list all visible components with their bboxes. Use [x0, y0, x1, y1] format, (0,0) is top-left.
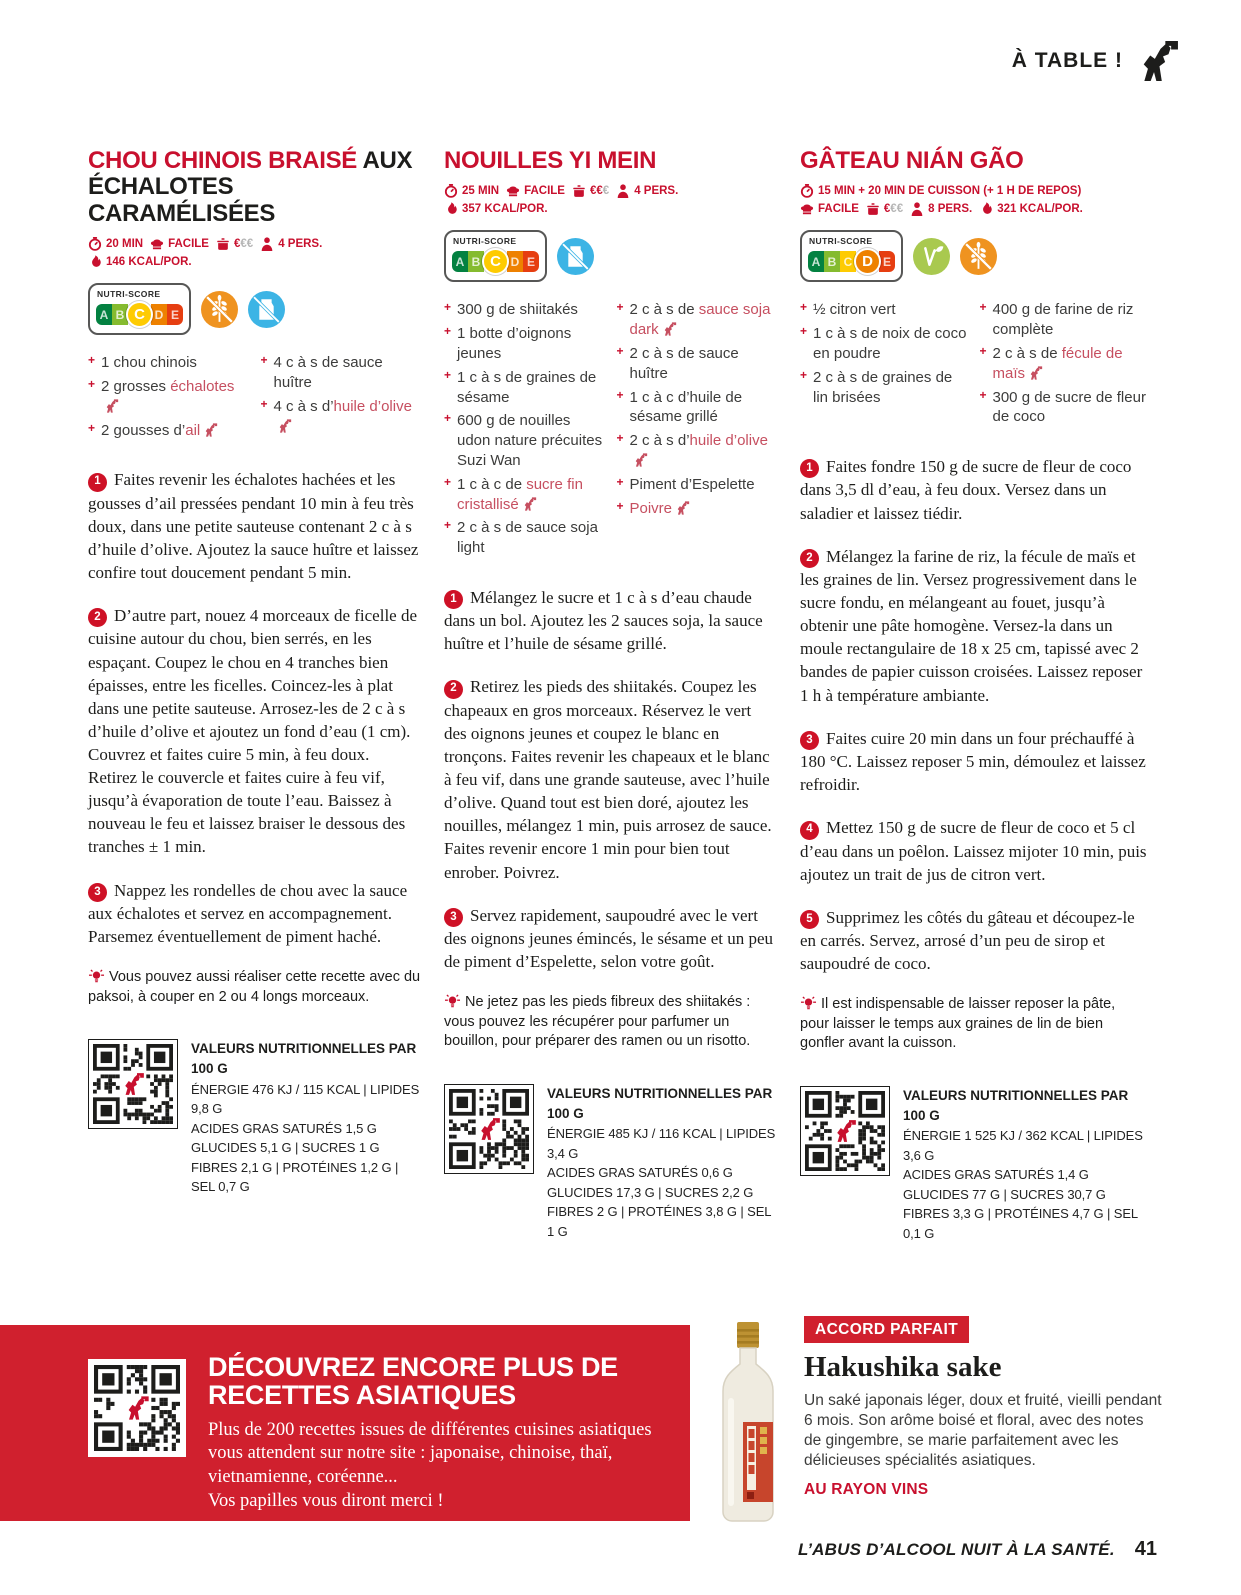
ingredients-list — [800, 300, 1147, 431]
nutriscore-badge — [88, 283, 191, 335]
highlighted-ingredient: Poivre — [629, 499, 673, 517]
vegetarian-icon — [913, 238, 950, 275]
meta-text: FACILE — [524, 185, 565, 198]
ingredient-item — [261, 397, 422, 437]
recipe-title: CHOU CHINOIS BRAISÉ AUX ÉCHALOTES CARAMÉLISÉES — [88, 147, 413, 227]
alcohol-notice: L’ABUS D’ALCOOL NUIT À LA SANTÉ. — [797, 1540, 1115, 1559]
product-description: Un saké japonais léger, doux et fruité, vieilli pendant 6 mois. Son arôme boisé et floral, avec des notes de gingembre, se marie parfaitement avec les délicieuses spécialités asiatiques. — [804, 1392, 1162, 1470]
ingredient-text: 2 c à s de — [992, 344, 1062, 362]
ingredient-text: 2 grosses — [101, 377, 171, 395]
meta-item — [979, 202, 1083, 216]
meta-item — [616, 184, 678, 198]
ingredient-text: 2 c à s de sauce huître — [629, 344, 739, 382]
nutriscore-letter-C: C — [126, 301, 153, 328]
step-number: 1 — [88, 473, 107, 492]
ingredient-item — [88, 353, 249, 373]
qr-code — [800, 1086, 890, 1176]
meta-item — [88, 237, 143, 251]
highlighted-ingredient: échalotes — [170, 377, 235, 395]
step-number: 1 — [800, 459, 819, 478]
lion-icon — [672, 500, 690, 517]
price-rating: €€€ — [233, 238, 254, 251]
nutriscore-badge — [444, 230, 547, 282]
step-item: 2 Mélangez la farine de riz, la fécule de maïs et les graines de lin. Versez progressivement dans le sucre fondu, en mélangeant au fouet, jusqu’à obtenir une pâte homogène. Versez-la dans un moule rectangulaire de 18 x 25 cm, tapissé avec 2 bandes de papier cuisson croisées. Laissez reposer 1 h à température ambiante. — [800, 546, 1143, 705]
qr-code — [444, 1084, 534, 1174]
qr-code — [88, 1359, 186, 1457]
chef-hat-icon — [506, 184, 520, 198]
flame-icon — [88, 255, 102, 269]
ingredient-item — [444, 475, 605, 515]
meta-item — [216, 237, 253, 251]
step-item: 1 Faites revenir les échalotes hachées et les gousses d’ail pressées pendant 10 min à feu très doux, dans une petite sauteuse contenant 2 c à s d’huile d’olive. Ajoutez la sauce huître et laissez confire tout doucement pendant 5 min. — [88, 470, 419, 582]
nutriscore-letter-B: B — [112, 304, 128, 325]
nutriscore-letter-C: C — [482, 248, 509, 275]
ingredients-list — [88, 353, 421, 444]
ingredient-item — [444, 324, 605, 364]
gluten-free-icon — [201, 291, 238, 328]
nutrition-line: GLUCIDES 77 G | SUCRES 30,7 G — [903, 1186, 1106, 1202]
ingredient-item — [88, 377, 249, 417]
recipe-card-gateau-nian-gao — [800, 148, 1147, 1243]
lion-icon — [659, 321, 677, 338]
banner-body-line2: Vos papilles vous diront merci ! — [208, 1490, 444, 1511]
delhaize-lion-icon — [1135, 40, 1181, 82]
ingredient-item — [980, 388, 1148, 428]
nutrition-line: GLUCIDES 5,1 G | SUCRES 1 G — [191, 1140, 380, 1156]
ingredient-item — [617, 388, 778, 428]
meta-text: 8 PERS. — [928, 203, 973, 216]
ingredient-item — [444, 518, 605, 558]
clock-icon — [88, 237, 102, 251]
recipe-badges — [88, 283, 421, 335]
ingredient-text: 1 chou chinois — [101, 354, 197, 372]
lion-icon — [519, 496, 537, 513]
qr-code — [88, 1039, 178, 1129]
meta-item — [800, 184, 1081, 198]
lactose-free-icon — [557, 238, 594, 275]
ingredient-item — [800, 324, 968, 364]
lightbulb-icon — [800, 996, 821, 1012]
step-number: 5 — [800, 910, 819, 929]
step-number: 2 — [444, 680, 463, 699]
ingredient-text: 2 gousses d’ — [101, 421, 186, 439]
meta-item — [444, 184, 499, 198]
step-number: 1 — [444, 590, 463, 609]
recipe-title: NOUILLES YI MEIN — [444, 147, 657, 174]
nutriscore-letter-E: E — [523, 251, 539, 272]
ingredient-item — [444, 411, 605, 470]
recipe-meta — [444, 184, 777, 216]
nutriscore-letter-D: D — [854, 248, 881, 275]
nutrition-line: ACIDES GRAS SATURÉS 1,4 G — [903, 1167, 1089, 1183]
clock-icon — [444, 184, 458, 198]
step-number: 3 — [800, 731, 819, 750]
ingredient-text: 2 c à s de graines de lin brisées — [813, 368, 953, 406]
banner-body — [208, 1419, 664, 1514]
ingredient-text: 400 g de farine de riz complète — [992, 301, 1134, 339]
ingredient-item — [617, 475, 778, 495]
nutriscore-letter-E: E — [879, 251, 895, 272]
ingredient-text: ½ citron vert — [813, 301, 896, 319]
highlighted-ingredient: huile d’olive — [333, 397, 412, 415]
person-icon — [910, 202, 924, 216]
nutriscore-label: NUTRI-SCORE — [453, 236, 517, 247]
lightbulb-icon — [444, 994, 465, 1010]
meta-item — [150, 237, 209, 251]
ingredient-item — [444, 368, 605, 408]
recipe-card-nouilles-yi-mein — [444, 148, 777, 1243]
ingredient-text: 2 c à s de — [629, 301, 699, 319]
nutrition-title: VALEURS NUTRITIONNELLES PAR 100 G — [903, 1087, 1129, 1124]
page-number: 41 — [1134, 1538, 1157, 1560]
chef-hat-icon — [800, 202, 814, 216]
rayon-label: AU RAYON VINS — [804, 1480, 929, 1498]
ingredient-item — [617, 499, 778, 519]
banner-title-line1: DÉCOUVREZ ENCORE PLUS DE — [208, 1352, 618, 1382]
lion-icon — [274, 418, 292, 435]
meta-item — [910, 202, 972, 216]
meta-text: 321 KCAL/POR. — [997, 203, 1083, 216]
recipe-tip: Il est indispensable de laisser reposer la pâte, pour laisser le temps aux graines de lin de bien gonfler avant la cuisson. — [800, 996, 1116, 1052]
nutriscore-letter-A: A — [808, 251, 824, 272]
meta-text: 4 PERS. — [634, 185, 679, 198]
meta-text: 357 KCAL/POR. — [462, 203, 548, 216]
ingredient-text: 2 c à s de sauce soja light — [457, 519, 598, 557]
page-section-title: À TABLE ! — [1011, 49, 1123, 72]
banner-title — [208, 1353, 664, 1410]
ingredient-text: 300 g de shiitakés — [457, 301, 578, 319]
ingredient-item — [617, 300, 778, 340]
nutrition-line: FIBRES 3,3 G | PROTÉINES 4,7 G | SEL 0,1 G — [903, 1206, 1138, 1241]
chef-hat-icon — [150, 237, 164, 251]
highlighted-ingredient: ail — [185, 421, 201, 439]
nutrition-line: ÉNERGIE 485 KJ / 116 KCAL | LIPIDES 3,4 G — [547, 1126, 776, 1161]
meta-item — [88, 255, 192, 269]
ingredients-list — [444, 300, 777, 562]
step-item: 5 Supprimez les côtés du gâteau et découpez-le en carrés. Servez, arrosé d’un peu de sirop et saupoudré de coco. — [800, 907, 1135, 974]
nutrition-line: GLUCIDES 17,3 G | SUCRES 2,2 G — [547, 1184, 754, 1200]
ingredient-text: 4 c à s d’ — [273, 397, 334, 415]
nutrition-block — [800, 1086, 1147, 1244]
recipe-meta — [88, 237, 421, 269]
meta-text: 4 PERS. — [278, 238, 323, 251]
nutrition-block — [88, 1039, 421, 1197]
ingredient-item — [800, 368, 968, 408]
ingredient-item — [261, 353, 422, 393]
recipe-steps — [88, 468, 421, 948]
recipe-tip: Vous pouvez aussi réaliser cette recette avec du paksoi, à couper en 2 ou 4 longs morceaux. — [88, 969, 421, 1005]
nutrition-line: ÉNERGIE 1 525 KJ / 362 KCAL | LIPIDES 3,6 G — [903, 1128, 1143, 1163]
nutrition-line: ACIDES GRAS SATURÉS 1,5 G — [191, 1120, 377, 1136]
nutrition-title: VALEURS NUTRITIONNELLES PAR 100 G — [547, 1085, 773, 1122]
accord-parfait-badge: ACCORD PARFAIT — [804, 1316, 969, 1343]
step-item: 2 D’autre part, nouez 4 morceaux de ficelle de cuisine autour du chou, bien serrés, en les espaçant. Coupez le chou en 4 tranches bien épaisses, entre les ficelles. Coincez-les à plat dans une petite sauteuse. Arrosez-les de 2 c à s d’huile d’olive et ajoutez un fond d’eau (1 cm). Couvrez et faites cuire 5 min, à feu doux. Retirez le couvercle et faites cuire à feu vif, jusqu’à évaporation de toute l’eau. Baissez à nouveau le feu et laissez braiser le dessous des tranches ± 1 min. — [88, 606, 418, 857]
price-rating: €€€ — [883, 203, 904, 216]
lion-icon — [101, 398, 119, 415]
ingredient-item — [444, 300, 605, 320]
recipe-card-chou-chinois — [88, 148, 421, 1243]
page-footer — [798, 1538, 1157, 1561]
nutriscore-label: NUTRI-SCORE — [97, 289, 161, 300]
recipe-title: GÂTEAU NIÁN GÃO — [800, 147, 1024, 174]
nutrition-block — [444, 1084, 777, 1242]
ingredient-text: 4 c à s de sauce huître — [273, 354, 383, 391]
step-item: 1 Faites fondre 150 g de sucre de fleur de coco dans 3,5 dl d’eau, à feu doux. Versez dans un saladier et laissez tiédir. — [800, 457, 1132, 523]
step-number: 2 — [800, 549, 819, 568]
ingredient-text: 1 c à c d’huile de sésame grillé — [629, 388, 743, 426]
nutrition-line: ÉNERGIE 476 KJ / 115 KCAL | LIPIDES 9,8 G — [191, 1081, 420, 1117]
flame-icon — [444, 202, 458, 216]
nutriscore-badge — [800, 230, 903, 282]
flame-icon — [979, 202, 993, 216]
nutrition-line: FIBRES 2,1 G | PROTÉINES 1,2 G | SEL 0,7 G — [191, 1159, 399, 1195]
step-item: 2 Retirez les pieds des shiitakés. Coupez les chapeaux en gros morceaux. Réservez le vert des oignons jeunes et coupez le blanc en tronçons. Faites revenir les chapeaux et le blanc à feu vif, dans une grande sauteuse, avec l’huile d’olive. Quand tout est bien doré, ajoutez les nouilles, mélangez 1 min, puis arrosez de sauce. Faites revenir encore 1 min pour bien tout enrober. Poivrez. — [444, 677, 772, 882]
banner-text — [208, 1353, 664, 1513]
meta-text: 146 KCAL/POR. — [106, 256, 192, 269]
clock-icon — [800, 184, 814, 198]
step-item: 3 Faites cuire 20 min dans un four préchauffé à 180 °C. Laissez reposer 5 min, démoulez et laissez refroidir. — [800, 728, 1146, 795]
promo-banner — [0, 1325, 690, 1521]
ingredient-item — [980, 300, 1148, 340]
ingredient-item — [88, 421, 249, 441]
step-item: 4 Mettez 150 g de sucre de fleur de coco et 5 cl d’eau dans un poêlon. Laissez mijoter 10 min, puis ajoutez un trait de jus de citron vert. — [800, 818, 1147, 884]
meta-text: 15 MIN + 20 MIN DE CUISSON (+ 1 H DE REPOS) — [818, 185, 1082, 198]
nutriscore-letter-D: D — [151, 304, 167, 325]
nutriscore-letter-D: D — [507, 251, 523, 272]
nutriscore-label: NUTRI-SCORE — [809, 236, 873, 247]
meta-text: FACILE — [168, 238, 209, 251]
pot-icon — [216, 237, 230, 251]
highlighted-ingredient: sucre fin cristallisé — [457, 475, 583, 513]
lion-icon — [630, 452, 648, 469]
step-item: 1 Mélangez le sucre et 1 c à s d’eau chaude dans un bol. Ajoutez les 2 sauces soja, la sauce huître et l’huile de sésame grillé. — [444, 587, 763, 654]
wine-pairing-section — [712, 1316, 1162, 1499]
meta-item — [506, 184, 565, 198]
meta-text: FACILE — [818, 203, 859, 216]
recipe-meta — [800, 184, 1147, 216]
ingredient-text: Piment d’Espelette — [629, 475, 755, 493]
meta-item — [800, 202, 859, 216]
sake-bottle-photo — [712, 1320, 784, 1525]
nutriscore-letter-A: A — [452, 251, 468, 272]
lion-icon — [1025, 365, 1043, 382]
step-number: 3 — [444, 908, 463, 927]
lion-icon — [200, 422, 218, 439]
ingredient-item — [800, 300, 968, 320]
recipe-steps — [444, 586, 777, 973]
highlighted-ingredient: fécule de maïs — [992, 344, 1123, 382]
nutriscore-letter-E: E — [167, 304, 183, 325]
step-item: 3 Servez rapidement, saupoudré avec le vert des oignons jeunes émincés, le sésame et un peu de piment d’Espelette, selon votre goût. — [444, 905, 774, 972]
recipes-area — [88, 148, 1147, 1243]
banner-body-line1: Plus de 200 recettes issues de différentes cuisines asiatiques vous attendent sur notre site : japonaise, chinoise, thaï, vietnamienne, coréenne... — [208, 1419, 652, 1488]
ingredient-text: 1 c à s de graines de sésame — [457, 368, 597, 406]
nutrition-title: VALEURS NUTRITIONNELLES PAR 100 G — [191, 1041, 417, 1077]
nutriscore-letter-A: A — [96, 304, 112, 325]
price-rating: €€€ — [589, 185, 610, 198]
recipe-badges — [444, 230, 777, 282]
step-item: 3 Nappez les rondelles de chou avec la sauce aux échalotes et servez en accompagnement. Parsemez éventuellement de piment haché. — [88, 880, 408, 946]
banner-title-line2: RECETTES ASIATIQUES — [208, 1380, 516, 1411]
ingredient-item — [617, 431, 778, 471]
nutriscore-letter-C: C — [840, 251, 856, 272]
gluten-free-icon — [960, 238, 997, 275]
ingredient-text: 1 c à c de — [457, 475, 527, 493]
person-icon — [616, 184, 630, 198]
recipe-badges — [800, 230, 1147, 282]
meta-item — [866, 202, 903, 216]
ingredient-text: 600 g de nouilles udon nature précuites Suzi Wan — [457, 412, 603, 469]
lactose-free-icon — [248, 291, 285, 328]
lightbulb-icon — [88, 969, 109, 985]
ingredient-text: 1 c à s de noix de coco en poudre — [813, 325, 967, 362]
ingredient-text: 300 g de sucre de fleur de coco — [992, 388, 1146, 426]
meta-text: 25 MIN — [462, 185, 500, 198]
step-number: 3 — [88, 883, 107, 902]
pot-icon — [866, 202, 880, 216]
highlighted-ingredient: huile d’olive — [689, 432, 768, 450]
product-name: Hakushika sake — [804, 1351, 1002, 1383]
person-icon — [260, 237, 274, 251]
pot-icon — [572, 184, 586, 198]
highlighted-ingredient: sauce soja dark — [629, 301, 771, 339]
magazine-header — [1012, 40, 1181, 82]
meta-item — [572, 184, 609, 198]
recipe-steps — [800, 455, 1147, 975]
meta-item — [444, 202, 548, 216]
ingredient-item — [617, 344, 778, 384]
nutrition-line: ACIDES GRAS SATURÉS 0,6 G — [547, 1165, 733, 1181]
meta-item — [260, 237, 322, 251]
recipe-tip: Ne jetez pas les pieds fibreux des shiitakés : vous pouvez les récupérer pour parfumer un bouillon, pour préparer des ramen ou un risotto. — [444, 994, 751, 1050]
ingredient-item — [980, 344, 1148, 384]
ingredient-text: 1 botte d’oignons jeunes — [457, 325, 572, 362]
ingredient-text: 2 c à s d’ — [629, 432, 690, 450]
nutriscore-letter-B: B — [824, 251, 840, 272]
step-number: 4 — [800, 821, 819, 840]
step-number: 2 — [88, 608, 107, 627]
nutrition-line: FIBRES 2 G | PROTÉINES 3,8 G | SEL 1 G — [547, 1204, 771, 1239]
nutriscore-letter-B: B — [468, 251, 484, 272]
meta-text: 20 MIN — [106, 238, 144, 251]
